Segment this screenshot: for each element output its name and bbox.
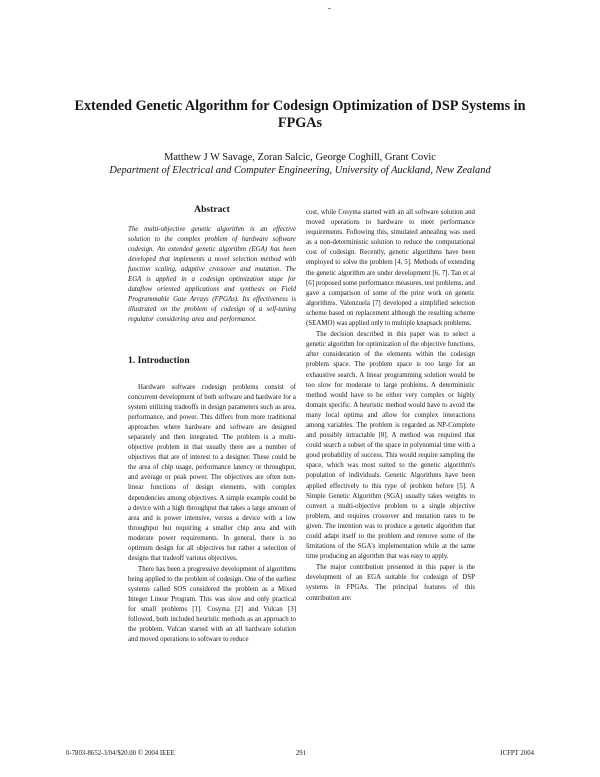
paragraph: There has been a progressive development of algorithms being applied to the problem of codesign. One of the earliest systems called SOS considered the problem as a Mixed Integer Linear Program. This was slow and only practical for small problems [1]. Cosyma [2] and Vulcan [3] followed, both included heuristic methods as an approach to the problem. Vulcan started with an all hardware solution and moved operations to software to reduce (128, 565, 296, 644)
footer-conference: ICFPT 2004 (500, 750, 534, 757)
left-column (128, 204, 296, 646)
abstract-heading: Abstract (194, 204, 230, 215)
footer-copyright: 0-7803-8652-3/04/$20.00 © 2004 IEEE (66, 750, 175, 757)
paragraph: The major contribution presented in this paper is the development of an EGA suitable for codesign of DSP systems in FPGAs. The principal features of this contribution are: (306, 564, 475, 602)
paragraph: Hardware software codesign problems consist of concurrent development of both software and hardware for a system utilizing tradeoffs in design parameters such as area, performance, and power. This differs from more traditional approaches where hardware and software are designed separately and then integrated. The problem is a multi-objective problem in that usually there are a number of objectives that are of interest to a designer. These could be the area of chip usage, performance latency or throughput, and average or peak power. The objectives are often non-linear functions of design elements, with complex dependencies among objectives. A simple example could be a device with a high throughput that takes a large amount of area and is power intensive, versus a device with a low throughput but requiring a smaller chip area and with moderate power requirements. In general, there is no optimum design for all objectives but rather a selection of designs that tradeoff various objectives. (128, 384, 296, 562)
paper-affiliation: Department of Electrical and Computer Engineering, University of Auckland, New Zealand (109, 165, 491, 176)
right-column (306, 208, 475, 605)
introduction-heading: 1. Introduction (128, 355, 190, 366)
paper-authors: Matthew J W Savage, Zoran Salcic, George Coghill, Grant Covic (164, 152, 436, 163)
footer-page-number: 291 (295, 750, 307, 757)
top-mark (328, 8, 331, 9)
paragraph: cost, while Cosyma started with an all software solution and moved operations to hardware to meet performance requirements. Following this, simulated annealing was used as a non-deterministic solution to reduce the computational cost of codesign. Recently, genetic algorithms have been employed to solve the problem [4, 5]. Methods of extending the genetic algorithm are under development [6, 7]. Tan et al [6] proposed some performance measures, test problems, and gave a comparison of some of the prior work on genetic algorithms. Valenzuela [7] developed a simplified selection scheme based on replacement although the resulting scheme (SEAMO) was applied only to multiple knapsack problems. (306, 209, 475, 328)
paper-title: Extended Genetic Algorithm for Codesign Optimization of DSP Systems in FPGAs (74, 98, 526, 131)
abstract-text: The multi-objective genetic algorithm is an effective solution to the complex problem of hardware software codesign. An extended genetic algorithm (EGA) has been developed that implements a novel selection method with function scaling, adaptive crossover and mutation. The EGA is applied in a codesign optimization stage for dataflow oriented applications and synthesis on Field Programmable Gate Arrays (FPGAs). Its effectiveness is illustrated on the problem of codesign of a self-tuning regulator considering area and performance. (128, 226, 296, 323)
paragraph: The decision described in this paper was to select a genetic algorithm for optimization of the objective functions, after consideration of the elements within the codesign problem space. The problem space is too large for an exhaustive search. A linear programming solution would be too slow for moderate to large problems. A deterministic method would have to be either very complex or highly domain specific. A heuristic method would have to avoid the many local optima and allow for complex interactions among variables. The problem is regarded as NP-Complete and possibly intractable [8]. A method was required that could search a subset of the space in polynomial time with a good probability of success. This would require sampling the space, which was most suited to the genetic algorithm's population of individuals. Genetic Algorithms have been applied effectively to this type of problem before [5]. A Simple Genetic Algorithm (SGA) usually takes weights to convert a multi-objective problem to a single objective problem, and requires crossover and mutation rates to be given. The intention was to produce a genetic algorithm that could adapt itself to the problem and remove some of the limitations of the SGA's implementation while at the same time producing an algorithm that was easy to apply. (306, 331, 475, 561)
